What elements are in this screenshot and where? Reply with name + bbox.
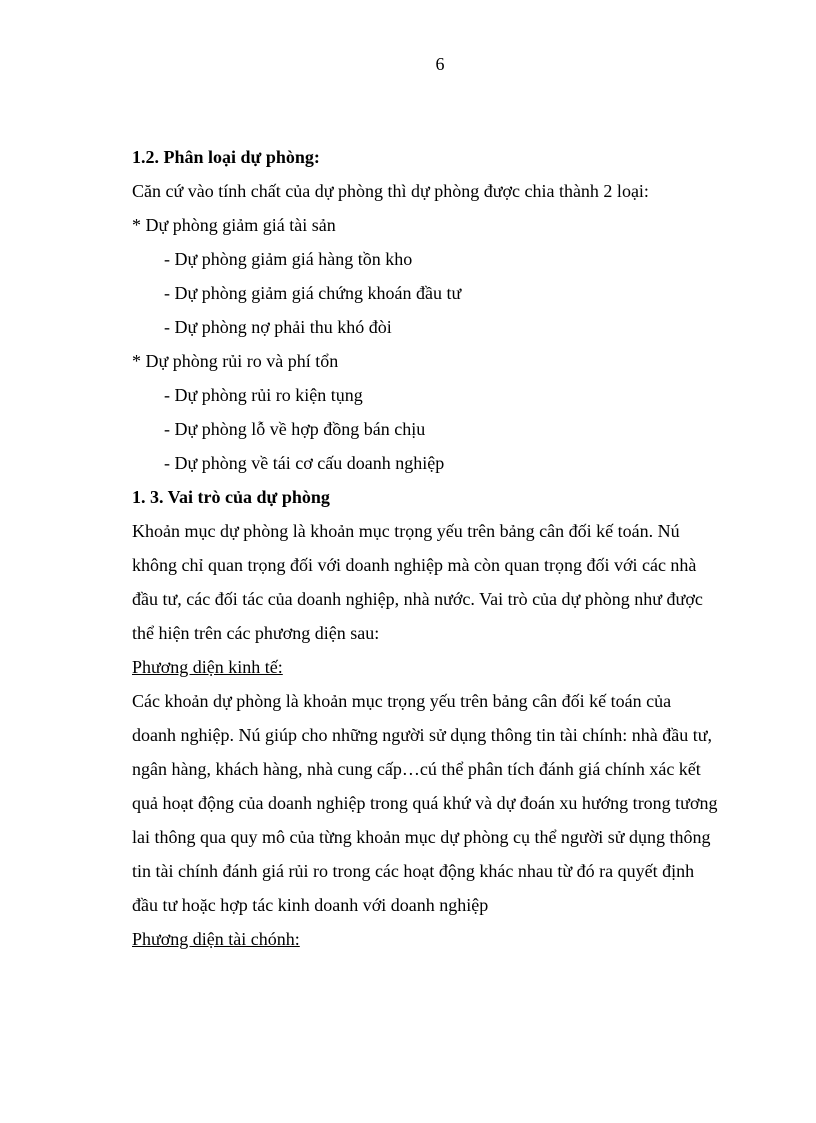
list-item: - Dự phòng lỗ về hợp đồng bán chịu <box>164 419 426 439</box>
list-item: - Dự phòng về tái cơ cấu doanh nghiệp <box>164 453 445 473</box>
list-item: - Dự phòng giảm giá hàng tồn kho <box>164 249 413 269</box>
paragraph-line: tin tài chính đánh giá rủi ro trong các hoạt động khác nhau từ đó ra quyết định <box>132 861 695 881</box>
paragraph-line: thể hiện trên các phương diện sau: <box>132 623 380 643</box>
page-content <box>132 140 752 956</box>
list-item: - Dự phòng rủi ro kiện tụng <box>164 385 363 405</box>
classification-intro: Căn cứ vào tính chất của dự phòng thì dự phòng được chia thành 2 loại: <box>132 181 649 201</box>
paragraph-line: ngân hàng, khách hàng, nhà cung cấp…cú thể phân tích đánh giá chính xác kết <box>132 759 701 779</box>
subheading-financial: Phương diện tài chónh: <box>132 929 300 949</box>
paragraph-line: đầu tư, các đối tác của doanh nghiệp, nhà nước. Vai trò của dự phòng như được <box>132 589 703 609</box>
paragraph-line: doanh nghiệp. Nú giúp cho những người sử dụng thông tin tài chính: nhà đầu tư, <box>132 725 712 745</box>
paragraph-line: Các khoản dự phòng là khoản mục trọng yếu trên bảng cân đối kế toán của <box>132 691 672 711</box>
paragraph-line: đầu tư hoặc hợp tác kinh doanh với doanh nghiệp <box>132 895 489 915</box>
paragraph-line: không chỉ quan trọng đối với doanh nghiệp mà còn quan trọng đối với các nhà <box>132 555 697 575</box>
section-heading-role: 1. 3. Vai trò của dự phòng <box>132 487 330 507</box>
section-heading-classification: 1.2. Phân loại dự phòng: <box>132 147 320 167</box>
paragraph-line: lai thông qua quy mô của từng khoản mục dự phòng cụ thể người sử dụng thông <box>132 827 711 847</box>
page-number: 6 <box>435 54 445 74</box>
list-item: - Dự phòng nợ phải thu khó đòi <box>164 317 392 337</box>
group-title-risk-cost: * Dự phòng rủi ro và phí tổn <box>132 351 339 371</box>
list-item: - Dự phòng giảm giá chứng khoán đầu tư <box>164 283 462 303</box>
paragraph-line: quả hoạt động của doanh nghiệp trong quá khứ và dự đoán xu hướng trong tương <box>132 793 718 813</box>
paragraph-line: Khoản mục dự phòng là khoản mục trọng yếu trên bảng cân đối kế toán. Nú <box>132 521 680 541</box>
subheading-economic: Phương diện kinh tế: <box>132 657 283 677</box>
group-title-asset-devaluation: * Dự phòng giảm giá tài sản <box>132 215 336 235</box>
